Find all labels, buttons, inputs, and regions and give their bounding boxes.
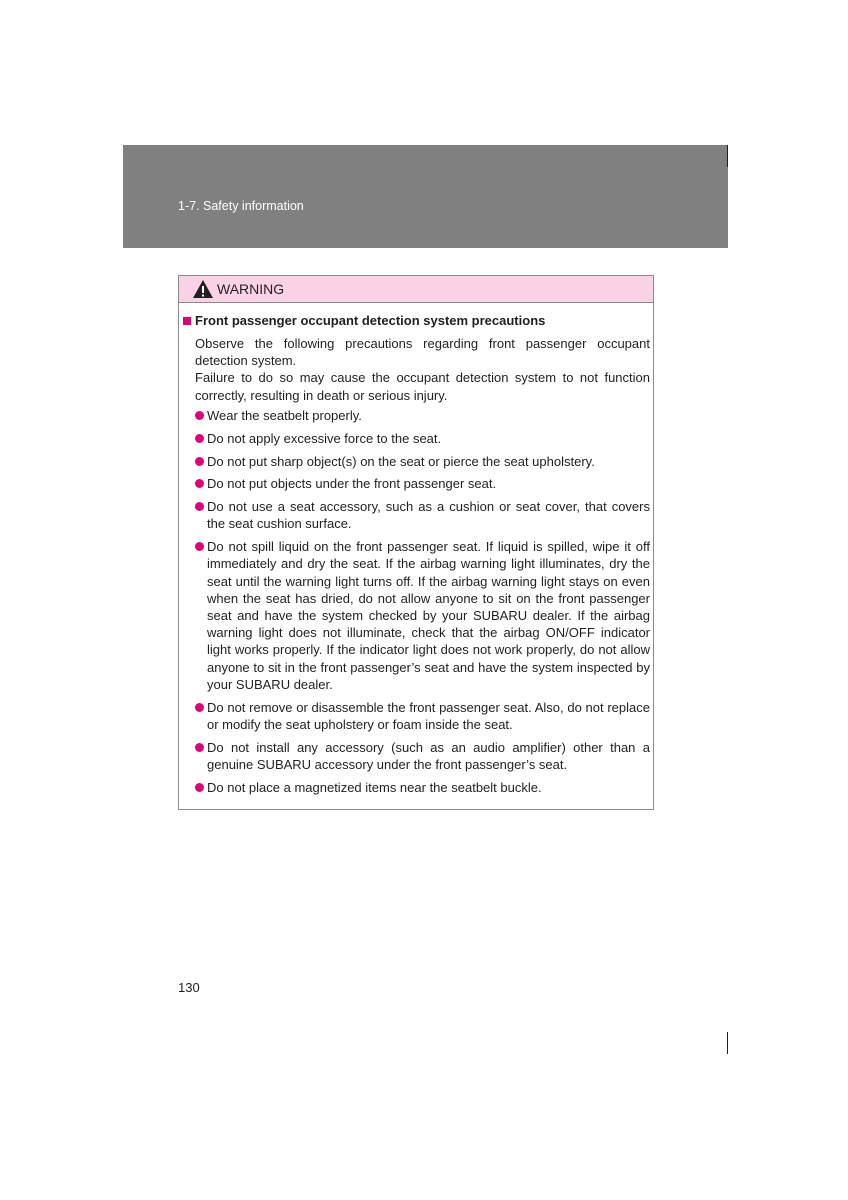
round-bullet-icon — [195, 783, 204, 792]
square-bullet-icon — [183, 317, 191, 325]
precautions-heading — [183, 313, 545, 328]
section-header-band — [123, 145, 728, 248]
list-item — [195, 430, 650, 447]
list-item — [195, 498, 650, 532]
page-number: 130 — [178, 980, 200, 995]
list-item-text: Do not apply excessive force to the seat. — [207, 430, 442, 446]
round-bullet-icon — [195, 502, 204, 511]
round-bullet-icon — [195, 411, 204, 420]
list-item-text: Do not place a magnetized items near the seatbelt buckle. — [207, 779, 542, 795]
list-item — [195, 407, 650, 424]
list-item-text: Do not put objects under the front passenger seat. — [207, 476, 497, 492]
crop-mark-bottom — [727, 1032, 728, 1054]
precaution-list — [195, 407, 650, 801]
round-bullet-icon — [195, 457, 204, 466]
list-item-text: Do not put sharp object(s) on the seat or pierce the seat upholstery. — [207, 453, 595, 469]
intro-paragraph: Failure to do so may cause the occupant detection system to not function correctly, resulting in death or serious injury. — [195, 370, 650, 403]
warning-label: WARNING — [217, 281, 285, 297]
list-item — [195, 699, 650, 733]
round-bullet-icon — [195, 479, 204, 488]
list-item-text: Wear the seatbelt properly. — [207, 408, 362, 423]
precautions-heading-text: Front passenger occupant detection system precautions — [195, 313, 546, 328]
list-item — [195, 453, 650, 470]
list-item-text: Do not use a seat accessory, such as a cushion or seat cover, that covers the seat cushion surface. — [207, 499, 650, 532]
intro-text — [195, 335, 650, 404]
list-item-text: Do not remove or disassemble the front passenger seat. Also, do not replace or modify the seat upholstery or foam inside the seat. — [207, 699, 650, 732]
round-bullet-icon — [195, 434, 204, 443]
round-bullet-icon — [195, 542, 204, 551]
list-item-text: Do not spill liquid on the front passenger seat. If liquid is spilled, wipe it off immediately and dry the seat. If the airbag warning light illuminates, dry the seat until the warning light turns off. If the airbag warning light stays on even when the seat has dried, do not allow anyone to sit on the front passenger seat and have the system checked by your SUBARU dealer. If the airbag warning light does not illuminate, check that the airbag ON/OFF indicator light works properly. If the indicator light does not work properly, do not allow anyone to sit in the front passenger’s seat and have the system inspected by your SUBARU dealer. — [207, 539, 650, 692]
list-item — [195, 739, 650, 773]
list-item — [195, 538, 650, 693]
round-bullet-icon — [195, 743, 204, 752]
list-item — [195, 779, 650, 796]
section-title-header: 1-7. Safety information — [178, 199, 304, 213]
round-bullet-icon — [195, 703, 204, 712]
warning-header — [179, 276, 653, 303]
list-item-text: Do not install any accessory (such as an audio amplifier) other than a genuine SUBARU accessory under the front passenger’s seat. — [207, 739, 650, 772]
warning-triangle-icon — [192, 279, 214, 299]
warning-box — [178, 275, 654, 810]
crop-mark-top — [727, 145, 728, 167]
intro-paragraph: Observe the following precautions regarding front passenger occupant detection system. — [195, 336, 650, 369]
list-item — [195, 475, 650, 492]
